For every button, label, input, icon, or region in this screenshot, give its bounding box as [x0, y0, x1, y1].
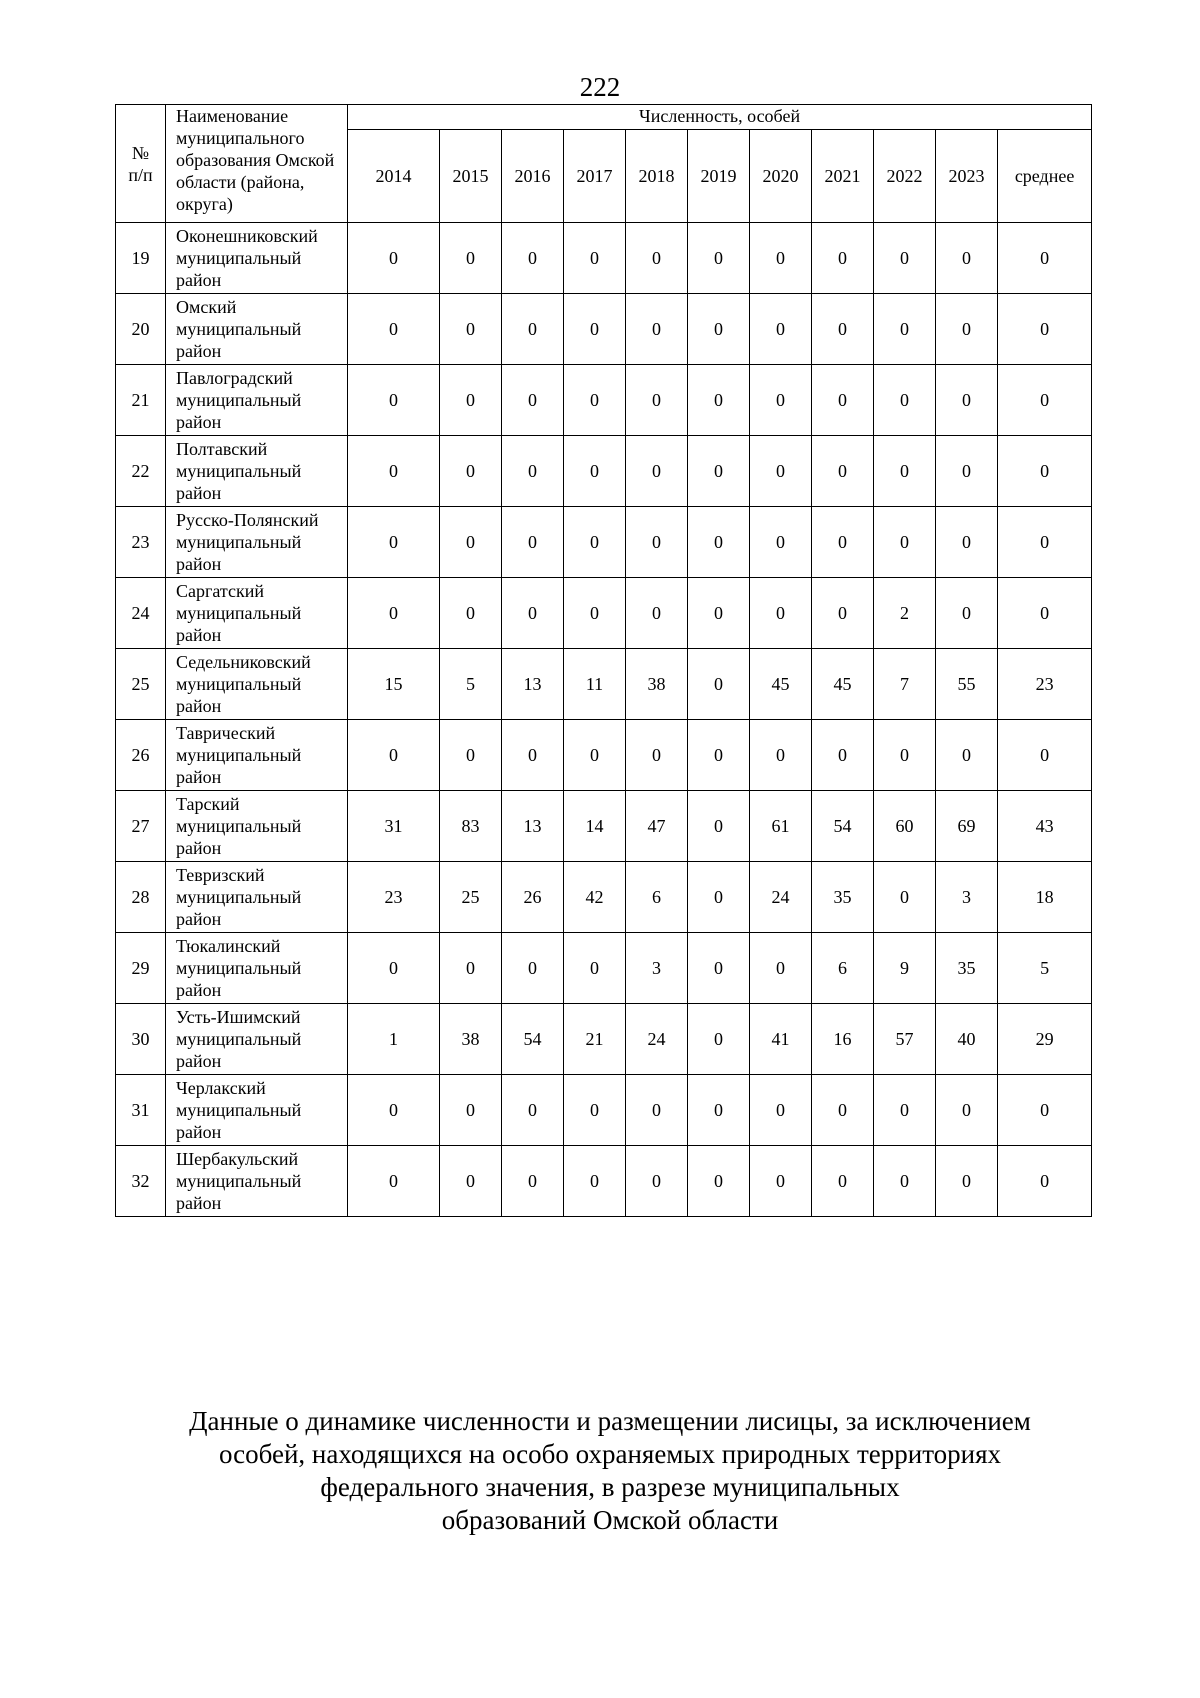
- column-header-average: среднее: [998, 130, 1092, 223]
- table-row: [116, 1075, 1092, 1146]
- column-header-year: 2020: [750, 130, 812, 223]
- page-number: 222: [579, 72, 621, 102]
- value-cell: 31: [348, 791, 440, 862]
- row-number-cell: 23: [116, 507, 166, 578]
- value-cell: 0: [348, 365, 440, 436]
- district-name-cell: Саргатский муниципальный район: [166, 578, 348, 649]
- value-cell: 0: [348, 1146, 440, 1217]
- caption-line: особей, находящихся на особо охраняемых природных территориях: [218, 1439, 1002, 1469]
- value-cell: 38: [626, 649, 688, 720]
- value-cell: 0: [626, 578, 688, 649]
- value-cell: 0: [564, 720, 626, 791]
- value-cell: 11: [564, 649, 626, 720]
- table-row: [116, 1004, 1092, 1075]
- value-cell: 35: [936, 933, 998, 1004]
- value-cell: 0: [440, 1146, 502, 1217]
- average-cell: 29: [998, 1004, 1092, 1075]
- value-cell: 0: [936, 294, 998, 365]
- row-number-cell: 29: [116, 933, 166, 1004]
- value-cell: 0: [564, 1146, 626, 1217]
- value-cell: 26: [502, 862, 564, 933]
- value-cell: 0: [564, 507, 626, 578]
- value-cell: 0: [348, 507, 440, 578]
- value-cell: 0: [564, 223, 626, 294]
- value-cell: 3: [626, 933, 688, 1004]
- district-name-cell: Черлакский муниципальный район: [166, 1075, 348, 1146]
- table-body: [116, 223, 1092, 1217]
- table-row: [116, 294, 1092, 365]
- value-cell: 0: [626, 1075, 688, 1146]
- value-cell: 16: [812, 1004, 874, 1075]
- value-cell: 0: [626, 507, 688, 578]
- value-cell: 45: [750, 649, 812, 720]
- district-name-cell: Тюкалинский муниципальный район: [166, 933, 348, 1004]
- value-cell: 0: [348, 720, 440, 791]
- value-cell: 0: [688, 294, 750, 365]
- value-cell: 60: [874, 791, 936, 862]
- value-cell: 0: [502, 1075, 564, 1146]
- value-cell: 14: [564, 791, 626, 862]
- row-number-cell: 26: [116, 720, 166, 791]
- value-cell: 0: [688, 1004, 750, 1075]
- value-cell: 61: [750, 791, 812, 862]
- value-cell: 69: [936, 791, 998, 862]
- table-row: [116, 436, 1092, 507]
- value-cell: 15: [348, 649, 440, 720]
- value-cell: 0: [688, 223, 750, 294]
- value-cell: 0: [564, 933, 626, 1004]
- value-cell: 23: [348, 862, 440, 933]
- value-cell: 0: [688, 933, 750, 1004]
- column-header-number: [116, 105, 166, 223]
- value-cell: 42: [564, 862, 626, 933]
- value-cell: 0: [936, 436, 998, 507]
- table-row: [116, 365, 1092, 436]
- value-cell: 0: [502, 720, 564, 791]
- value-cell: 0: [750, 294, 812, 365]
- value-cell: 0: [750, 223, 812, 294]
- table-row: [116, 791, 1092, 862]
- district-name-cell: Тевризский муниципальный район: [166, 862, 348, 933]
- value-cell: 0: [812, 365, 874, 436]
- value-cell: 0: [936, 365, 998, 436]
- value-cell: 0: [688, 1075, 750, 1146]
- value-cell: 3: [936, 862, 998, 933]
- value-cell: 0: [812, 294, 874, 365]
- value-cell: 0: [626, 720, 688, 791]
- value-cell: 0: [936, 223, 998, 294]
- district-name-cell: Полтавский муниципальный район: [166, 436, 348, 507]
- value-cell: 0: [348, 223, 440, 294]
- value-cell: 0: [626, 436, 688, 507]
- district-name-cell: Омский муниципальный район: [166, 294, 348, 365]
- value-cell: 0: [502, 223, 564, 294]
- value-cell: 6: [626, 862, 688, 933]
- value-cell: 0: [564, 1075, 626, 1146]
- value-cell: 0: [874, 436, 936, 507]
- column-header-name: Наименование муниципального образования Омской области (района, округа): [166, 105, 348, 223]
- value-cell: 38: [440, 1004, 502, 1075]
- value-cell: 83: [440, 791, 502, 862]
- value-cell: 1: [348, 1004, 440, 1075]
- column-header-year: 2017: [564, 130, 626, 223]
- value-cell: 0: [874, 720, 936, 791]
- value-cell: 0: [564, 578, 626, 649]
- value-cell: 0: [688, 862, 750, 933]
- value-cell: 9: [874, 933, 936, 1004]
- column-group-header: Численность, особей: [348, 105, 1092, 130]
- average-cell: 0: [998, 294, 1092, 365]
- value-cell: 0: [936, 720, 998, 791]
- average-cell: 43: [998, 791, 1092, 862]
- value-cell: 0: [812, 1146, 874, 1217]
- table-row: [116, 578, 1092, 649]
- value-cell: 21: [564, 1004, 626, 1075]
- value-cell: 0: [812, 436, 874, 507]
- value-cell: 0: [564, 365, 626, 436]
- table-row: [116, 507, 1092, 578]
- row-number-cell: 32: [116, 1146, 166, 1217]
- value-cell: 0: [812, 1075, 874, 1146]
- average-cell: 0: [998, 720, 1092, 791]
- value-cell: 41: [750, 1004, 812, 1075]
- value-cell: 6: [812, 933, 874, 1004]
- value-cell: 0: [440, 507, 502, 578]
- caption-line: образований Омской области: [441, 1505, 779, 1535]
- value-cell: 0: [874, 507, 936, 578]
- value-cell: 0: [812, 507, 874, 578]
- district-name-cell: Русско-Полянский муниципальный район: [166, 507, 348, 578]
- row-number-cell: 31: [116, 1075, 166, 1146]
- value-cell: 0: [440, 578, 502, 649]
- value-cell: 0: [688, 507, 750, 578]
- district-name-cell: Шербакульский муниципальный район: [166, 1146, 348, 1217]
- value-cell: 0: [440, 436, 502, 507]
- value-cell: 0: [564, 294, 626, 365]
- value-cell: 0: [688, 578, 750, 649]
- value-cell: 47: [626, 791, 688, 862]
- value-cell: 0: [502, 933, 564, 1004]
- value-cell: 0: [688, 720, 750, 791]
- value-cell: 24: [750, 862, 812, 933]
- value-cell: 0: [936, 507, 998, 578]
- table-row: [116, 720, 1092, 791]
- value-cell: 0: [502, 436, 564, 507]
- value-cell: 0: [750, 720, 812, 791]
- value-cell: 0: [440, 1075, 502, 1146]
- value-cell: 0: [564, 436, 626, 507]
- average-cell: 0: [998, 436, 1092, 507]
- value-cell: 0: [440, 223, 502, 294]
- average-cell: 0: [998, 578, 1092, 649]
- average-cell: 5: [998, 933, 1092, 1004]
- value-cell: 45: [812, 649, 874, 720]
- table-header: [116, 105, 1092, 223]
- value-cell: 0: [440, 720, 502, 791]
- column-header-year: 2015: [440, 130, 502, 223]
- value-cell: 0: [688, 649, 750, 720]
- value-cell: 0: [936, 1146, 998, 1217]
- value-cell: 0: [750, 365, 812, 436]
- average-cell: 0: [998, 1075, 1092, 1146]
- table-row: [116, 933, 1092, 1004]
- value-cell: 0: [812, 720, 874, 791]
- value-cell: 0: [688, 436, 750, 507]
- average-cell: 23: [998, 649, 1092, 720]
- row-number-cell: 27: [116, 791, 166, 862]
- district-name-cell: Таврический муниципальный район: [166, 720, 348, 791]
- value-cell: 0: [502, 507, 564, 578]
- value-cell: 57: [874, 1004, 936, 1075]
- value-cell: 0: [688, 1146, 750, 1217]
- column-header-year: 2023: [936, 130, 998, 223]
- value-cell: 54: [502, 1004, 564, 1075]
- row-number-cell: 25: [116, 649, 166, 720]
- value-cell: 0: [502, 578, 564, 649]
- value-cell: 2: [874, 578, 936, 649]
- value-cell: 0: [626, 294, 688, 365]
- value-cell: 25: [440, 862, 502, 933]
- column-header-year: 2016: [502, 130, 564, 223]
- number-label-line2: п/п: [128, 164, 153, 185]
- district-name-cell: Седельниковский муниципальный район: [166, 649, 348, 720]
- row-number-cell: 21: [116, 365, 166, 436]
- average-cell: 0: [998, 507, 1092, 578]
- average-cell: 18: [998, 862, 1092, 933]
- district-name-cell: Оконешниковский муниципальный район: [166, 223, 348, 294]
- value-cell: 0: [348, 294, 440, 365]
- value-cell: 0: [936, 578, 998, 649]
- average-cell: 0: [998, 1146, 1092, 1217]
- value-cell: 13: [502, 649, 564, 720]
- row-number-cell: 19: [116, 223, 166, 294]
- value-cell: 0: [750, 1075, 812, 1146]
- row-number-cell: 20: [116, 294, 166, 365]
- value-cell: 0: [502, 365, 564, 436]
- value-cell: 55: [936, 649, 998, 720]
- value-cell: 0: [626, 223, 688, 294]
- value-cell: 0: [750, 933, 812, 1004]
- value-cell: 0: [502, 1146, 564, 1217]
- value-cell: 0: [750, 578, 812, 649]
- column-header-year: 2022: [874, 130, 936, 223]
- table-row: [116, 862, 1092, 933]
- value-cell: 0: [688, 365, 750, 436]
- value-cell: 0: [750, 1146, 812, 1217]
- number-label-line1: №: [131, 142, 150, 163]
- value-cell: 0: [874, 365, 936, 436]
- value-cell: 0: [688, 791, 750, 862]
- column-header-year: 2018: [626, 130, 688, 223]
- row-number-cell: 24: [116, 578, 166, 649]
- value-cell: 0: [874, 223, 936, 294]
- value-cell: 0: [348, 436, 440, 507]
- population-table: [115, 104, 1092, 1217]
- table-row: [116, 1146, 1092, 1217]
- row-number-cell: 30: [116, 1004, 166, 1075]
- value-cell: 5: [440, 649, 502, 720]
- district-name-cell: Павлоградский муниципальный район: [166, 365, 348, 436]
- row-number-cell: 28: [116, 862, 166, 933]
- table-row: [116, 223, 1092, 294]
- value-cell: 24: [626, 1004, 688, 1075]
- average-cell: 0: [998, 223, 1092, 294]
- value-cell: 0: [348, 1075, 440, 1146]
- value-cell: 13: [502, 791, 564, 862]
- column-header-year: 2019: [688, 130, 750, 223]
- district-name-cell: Усть-Ишимский муниципальный район: [166, 1004, 348, 1075]
- table-row: [116, 649, 1092, 720]
- caption-line: Данные о динамике численности и размещении лисицы, за исключением: [189, 1406, 1031, 1436]
- caption: [120, 1405, 1100, 1537]
- value-cell: 0: [348, 578, 440, 649]
- value-cell: 0: [626, 365, 688, 436]
- caption-line: федерального значения, в разрезе муниципальных: [320, 1472, 900, 1502]
- value-cell: 0: [874, 862, 936, 933]
- column-header-year: 2014: [348, 130, 440, 223]
- value-cell: 0: [812, 223, 874, 294]
- district-name-cell: Тарский муниципальный район: [166, 791, 348, 862]
- value-cell: 0: [750, 507, 812, 578]
- value-cell: 35: [812, 862, 874, 933]
- value-cell: 0: [348, 933, 440, 1004]
- row-number-cell: 22: [116, 436, 166, 507]
- value-cell: 0: [812, 578, 874, 649]
- value-cell: 0: [502, 294, 564, 365]
- average-cell: 0: [998, 365, 1092, 436]
- value-cell: 0: [626, 1146, 688, 1217]
- value-cell: 0: [440, 365, 502, 436]
- column-header-year: 2021: [812, 130, 874, 223]
- value-cell: 7: [874, 649, 936, 720]
- value-cell: 0: [440, 933, 502, 1004]
- value-cell: 0: [750, 436, 812, 507]
- value-cell: 54: [812, 791, 874, 862]
- value-cell: 0: [874, 1146, 936, 1217]
- value-cell: 0: [440, 294, 502, 365]
- value-cell: 0: [874, 294, 936, 365]
- value-cell: 40: [936, 1004, 998, 1075]
- value-cell: 0: [936, 1075, 998, 1146]
- value-cell: 0: [874, 1075, 936, 1146]
